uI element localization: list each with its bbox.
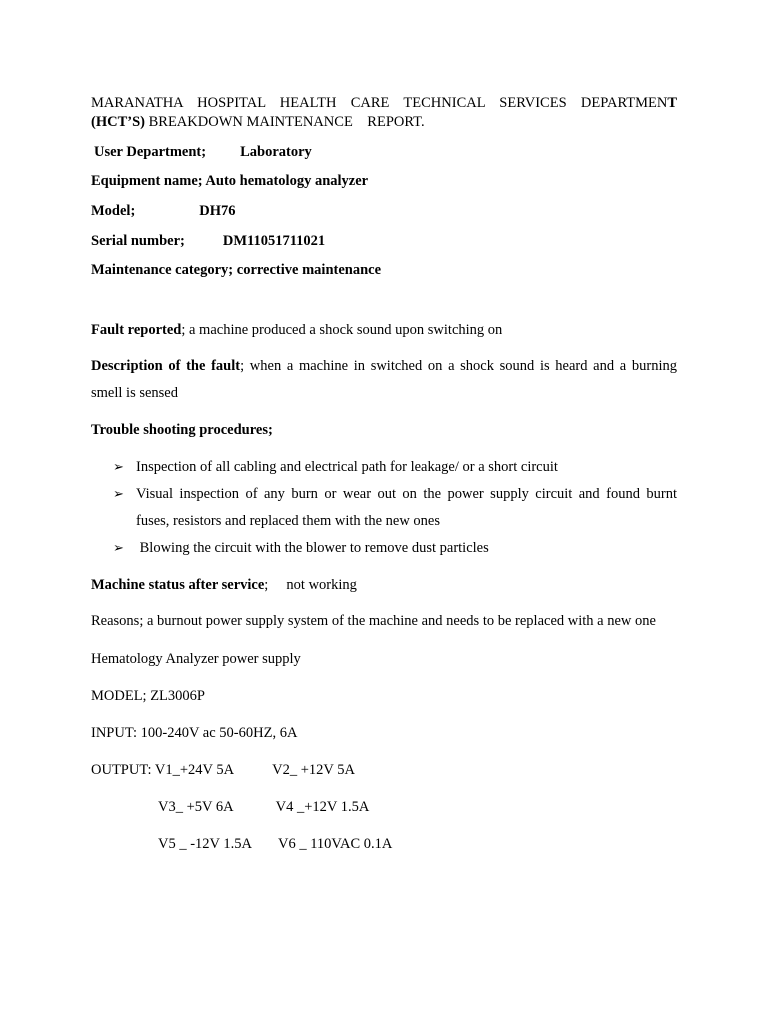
output-label: OUTPUT: [91,762,152,778]
output-v1: V1_+24V 5A [154,762,235,778]
machine-status-label: Machine status after service [91,577,265,593]
model-row [91,202,236,220]
header-report-title: BREAKDOWN MAINTENANCE REPORT. [144,114,425,130]
serial-label: Serial number; [91,233,185,249]
machine-status-value: ; not working [264,577,357,593]
model-label: Model; [91,203,136,219]
power-supply-output-row2 [158,798,369,816]
header-bold-t: T [667,95,677,111]
power-supply-output-row3 [158,835,392,853]
maintenance-category: Maintenance category; corrective maintenance [91,262,382,278]
list-item: Inspection of all cabling and electrical path for leakage/ or a short circuit [136,459,558,475]
fault-description-text: ; when a machine in switched on a shock sound is heard and a burning [240,358,677,374]
header-hcts: (HCT’S) [91,114,145,130]
list-item-continuation: fuses, resistors and replaced them with the new ones [136,513,441,529]
fault-reported-text: ; a machine produced a shock sound upon switching on [181,322,503,338]
machine-status [91,576,357,594]
power-supply-title: Hematology Analyzer power supply [91,651,301,667]
fault-reported-label: Fault reported [91,322,182,338]
user-department-label: User Department; [94,144,207,160]
output-v2: V2_ +12V 5A [272,762,355,778]
power-supply-model: MODEL; ZL3006P [91,688,205,704]
bullet-arrow-icon: ➢ [113,459,124,474]
output-v4: V4 _+12V 1.5A [275,799,370,815]
troubleshooting-heading: Trouble shooting procedures; [91,422,273,438]
list-item: Blowing the circuit with the blower to remove dust particles [136,540,489,556]
power-supply-output-row1 [91,761,355,779]
bullet-arrow-icon: ➢ [113,540,124,555]
fault-reported [91,321,502,339]
list-item: Visual inspection of any burn or wear out on the power supply circuit and found burnt [136,486,677,502]
report-header-line1 [91,94,677,112]
header-text: MARANATHA HOSPITAL HEALTH CARE TECHNICAL SERVICES DEPARTMEN [91,95,668,111]
equipment-name: Equipment name; Auto hematology analyzer [91,173,369,189]
report-header-line2 [91,113,425,131]
serial-value: DM11051711021 [222,233,326,249]
report-page [91,0,677,1024]
power-supply-input: INPUT: 100-240V ac 50-60HZ, 6A [91,725,298,741]
output-v3: V3_ +5V 6A [158,799,234,815]
output-v6: V6 _ 110VAC 0.1A [277,836,393,852]
reasons-text: Reasons; a burnout power supply system of the machine and needs to be replaced with a new one [91,613,656,629]
fault-description-line1 [91,357,677,375]
serial-row [91,232,325,250]
bullet-arrow-icon: ➢ [113,486,124,501]
fault-description-label: Description of the fault [91,358,241,374]
model-value: DH76 [199,203,236,219]
user-department-row [94,143,312,161]
fault-description-line2: smell is sensed [91,385,178,401]
user-department-value: Laboratory [240,144,312,160]
output-v5: V5 _ -12V 1.5A [158,836,252,852]
